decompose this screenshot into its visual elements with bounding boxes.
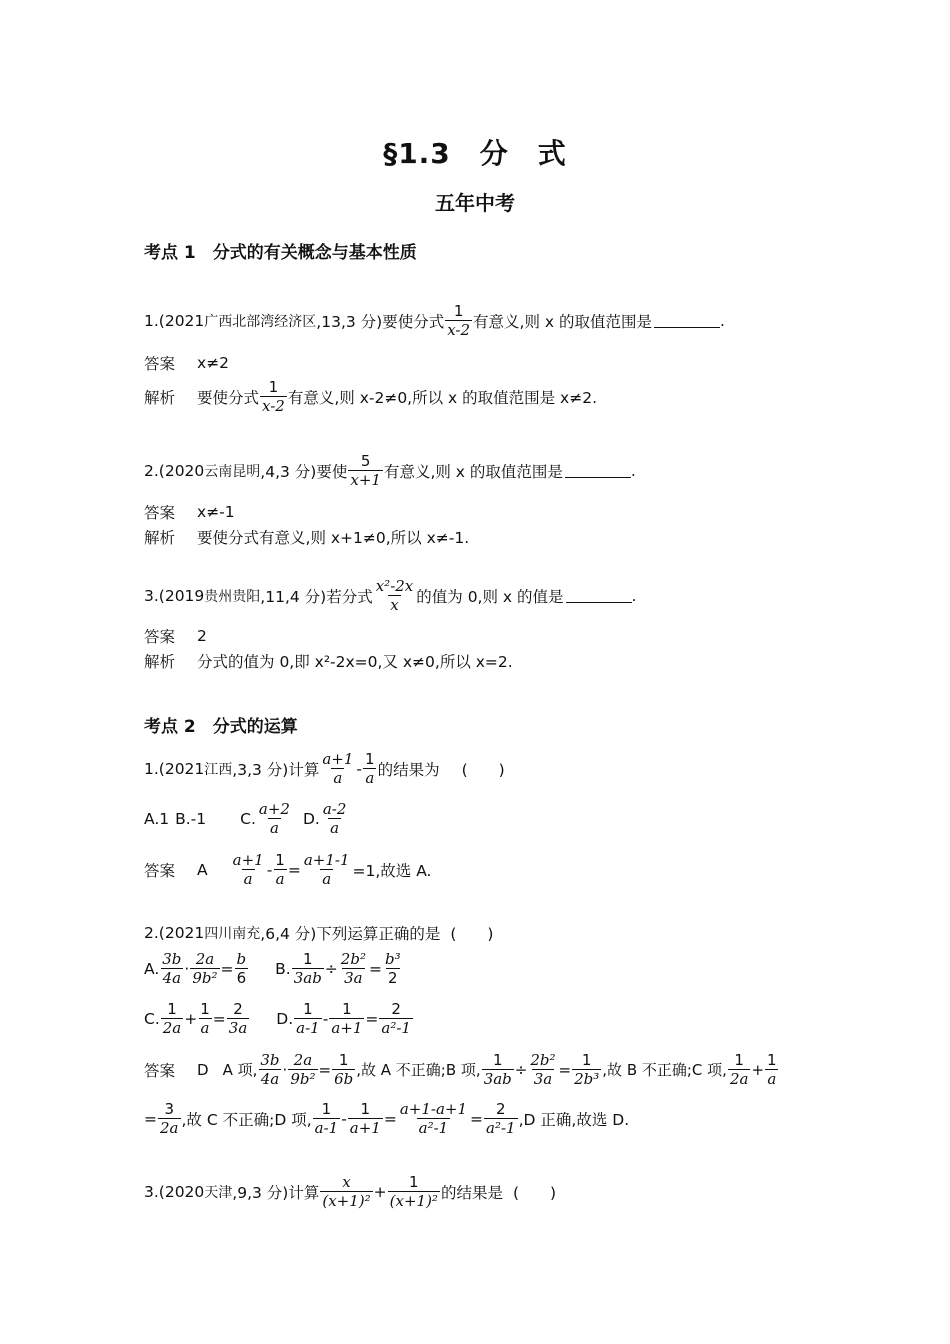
operator: = (212, 1009, 226, 1028)
numerator: 2b² (340, 950, 366, 968)
denominator: a (269, 819, 279, 837)
operator: - (356, 759, 363, 778)
question-2-1 (144, 750, 505, 787)
fraction (765, 1051, 779, 1088)
fraction (383, 950, 403, 987)
question-source: 广西北部湾经济区 (204, 313, 317, 330)
denominator: 9b² (290, 1070, 316, 1088)
fraction (257, 800, 292, 837)
numerator: 1 (200, 1000, 210, 1018)
numerator: 1 (302, 950, 313, 968)
option-b: B. (275, 959, 291, 978)
fraction (374, 577, 416, 614)
question-source: 天津 (204, 1184, 233, 1201)
question-suffix: 有意义,则 x 的取值范围是 (383, 462, 563, 481)
question-suffix: 的结果为 (377, 760, 440, 779)
answer-label: 答案 (144, 355, 176, 373)
numerator: 1 (321, 1100, 332, 1118)
numerator: 1 (409, 1173, 419, 1191)
numerator: 5 (360, 452, 371, 470)
option-c: C. (144, 1009, 160, 1028)
fraction (348, 1100, 383, 1137)
denominator: a (322, 870, 332, 888)
question-prefix: 1.(2021 (144, 759, 205, 778)
numerator: a+1 (322, 750, 354, 768)
option-a: A. (144, 959, 160, 978)
question-prefix: 2.(2021 (144, 924, 205, 942)
denominator: a (365, 769, 375, 787)
page-title: §1.3 分 式 (383, 137, 567, 170)
fraction (329, 1000, 364, 1037)
answer-letter: A (197, 860, 208, 879)
option-b: B.-1 (175, 809, 207, 828)
numerator: b³ (384, 950, 401, 968)
denominator: a+1 (331, 1019, 363, 1037)
page-subtitle: 五年中考 (435, 191, 515, 215)
numerator: 1 (581, 1051, 592, 1069)
answer-text: 2 (197, 627, 207, 645)
operator: = (287, 860, 301, 879)
denominator: 3a (344, 969, 363, 987)
denominator: 4a (162, 969, 182, 987)
fraction (388, 1173, 440, 1210)
analysis-1-2 (144, 526, 469, 548)
operator: = (365, 1009, 379, 1028)
operator: - (341, 1109, 347, 1128)
operator: = (368, 959, 382, 978)
fraction (260, 378, 287, 415)
denominator: 4a (260, 1070, 280, 1088)
answer-1-1 (144, 352, 229, 374)
operator: - (266, 860, 273, 879)
operator: = (558, 1060, 572, 1079)
denominator: x+1 (350, 471, 381, 489)
numerator: 2 (233, 1000, 243, 1018)
question-source: 四川南充 (204, 926, 261, 942)
question-meta: ,11,4 分)若分式 (260, 587, 373, 606)
denominator: a (243, 870, 253, 888)
denominator: 2b³ (574, 1070, 600, 1088)
denominator: a (767, 1070, 777, 1088)
fraction (528, 1051, 557, 1088)
denominator: 9b² (192, 969, 218, 987)
answer-text: ,D 正确,故选 D. (518, 1110, 630, 1129)
denominator: (x+1)² (389, 1192, 438, 1210)
denominator: a (333, 769, 343, 787)
numerator: 1 (492, 1051, 503, 1069)
operator: = (470, 1109, 484, 1128)
answer-label: 答案 (144, 1061, 176, 1080)
question-prefix: 2.(2020 (144, 461, 205, 480)
question-prefix: 3.(2020 (144, 1182, 205, 1201)
denominator: 3ab (293, 969, 322, 987)
fraction (572, 1051, 601, 1088)
denominator: 6b (334, 1070, 354, 1088)
fraction (398, 1100, 469, 1137)
denominator: (x+1)² (322, 1192, 371, 1210)
analysis-text: 要使分式有意义,则 x+1≠0,所以 x≠-1. (197, 529, 470, 547)
option-d: D. (276, 1009, 294, 1028)
fraction (728, 1051, 751, 1088)
analysis-label: 解析 (144, 653, 176, 671)
question-meta: ,6,4 分)下列运算正确的是 (260, 925, 441, 943)
operator: + (373, 1182, 387, 1201)
question-suffix: 的值为 0,则 x 的值是 (416, 587, 564, 606)
answer-2-2-line2 (144, 1100, 629, 1137)
answer-text: =1,故选 A. (352, 861, 432, 880)
analysis-1-1 (144, 378, 597, 415)
option-c: C. (240, 809, 256, 828)
denominator: x-2 (262, 397, 285, 415)
denominator: a-1 (296, 1019, 320, 1037)
answer-blank (566, 588, 632, 603)
denominator: 6 (236, 969, 247, 987)
analysis-label: 解析 (144, 529, 176, 547)
numerator: 1 (767, 1051, 777, 1069)
denominator: a-1 (314, 1119, 339, 1137)
question-end: . (631, 586, 637, 605)
numerator: 1 (365, 750, 375, 768)
question-suffix: 的结果是 (440, 1183, 503, 1202)
operator: = (144, 1109, 157, 1128)
operator: = (383, 1109, 397, 1128)
denominator: a+1 (349, 1119, 381, 1137)
fraction (198, 1000, 212, 1037)
section-heading-2: 考点 2 分式的运算 (144, 717, 298, 737)
fraction (227, 1000, 250, 1037)
fraction (379, 1000, 413, 1037)
fraction (320, 1173, 372, 1210)
question-source: 贵州贵阳 (204, 588, 261, 605)
numerator: 1 (734, 1051, 744, 1069)
answer-blank (565, 463, 631, 478)
denominator: 3a (533, 1070, 553, 1088)
answer-1-2 (144, 501, 235, 523)
numerator: a+1 (232, 851, 264, 869)
operator: = (318, 1060, 332, 1079)
numerator: 1 (275, 851, 285, 869)
option-d: D. (302, 809, 320, 828)
fraction (302, 851, 352, 888)
operator: ÷ (514, 1060, 528, 1079)
answer-paren: ( ) (450, 925, 494, 943)
numerator: 2 (391, 1000, 401, 1018)
analysis-1-3 (144, 650, 513, 672)
answer-paren: ( ) (512, 1183, 557, 1202)
operator: · (184, 959, 190, 978)
question-meta: ,3,3 分)计算 (232, 760, 320, 779)
answer-text: x≠-1 (197, 503, 235, 521)
fraction (445, 302, 472, 339)
answer-text: x≠2 (197, 354, 230, 372)
question-2-2 (144, 922, 493, 944)
fraction (258, 1051, 281, 1088)
fraction (320, 750, 355, 787)
fraction (235, 950, 249, 987)
numerator: 1 (342, 1000, 352, 1018)
numerator: 1 (167, 1000, 177, 1018)
fraction (484, 1100, 518, 1137)
numerator: a-2 (322, 800, 347, 818)
numerator: 3b (260, 1051, 280, 1069)
denominator: 2a (160, 1119, 179, 1137)
answer-text: A 项, (222, 1061, 258, 1079)
numerator: x²-2x (375, 577, 414, 595)
denominator: 2 (388, 969, 398, 987)
analysis-text: 要使分式 (197, 388, 260, 407)
operator: ÷ (324, 959, 338, 978)
numerator: 2b² (530, 1051, 556, 1069)
denominator: a (330, 819, 340, 837)
question-suffix: 有意义,则 x 的取值范围是 (473, 312, 652, 331)
question-meta: ,4,3 分)要使 (260, 462, 348, 481)
fraction (482, 1051, 514, 1088)
numerator: b (236, 950, 247, 968)
answer-2-1 (144, 851, 431, 888)
numerator: x (342, 1173, 351, 1191)
operator: · (282, 1060, 288, 1079)
fraction (321, 800, 349, 837)
numerator: 3b (162, 950, 182, 968)
operator: + (184, 1009, 198, 1028)
fraction (339, 950, 368, 987)
numerator: 1 (453, 302, 464, 320)
denominator: a (275, 870, 285, 888)
fraction (292, 950, 324, 987)
numerator: a+1-a+1 (399, 1100, 468, 1118)
fraction (190, 950, 219, 987)
numerator: 1 (303, 1000, 313, 1018)
question-1-3 (144, 577, 636, 614)
denominator: x (390, 596, 399, 614)
numerator: 2a (293, 1051, 313, 1069)
question-prefix: 1.(2021 (144, 311, 205, 330)
analysis-text: 分式的值为 0,即 x²-2x=0,又 x≠0,所以 x=2. (197, 653, 513, 671)
denominator: a (200, 1019, 210, 1037)
analysis-text: 有意义,则 x-2≠0,所以 x 的取值范围是 x≠2. (287, 388, 598, 407)
answer-1-3 (144, 625, 207, 647)
fraction (313, 1100, 341, 1137)
fraction (363, 750, 377, 787)
question-1-1 (144, 302, 725, 339)
question-source: 江西 (204, 761, 233, 778)
fraction (160, 950, 183, 987)
numerator: 2 (496, 1100, 506, 1118)
option-a: A.1 (144, 809, 170, 828)
question-meta: ,13,3 分)要使分式 (316, 312, 445, 331)
fraction (231, 851, 266, 888)
options-2-2-ab (144, 950, 404, 987)
answer-text: ,故 C 不正确;D 项, (181, 1110, 312, 1129)
numerator: 1 (338, 1051, 349, 1069)
question-end: . (630, 461, 636, 480)
question-prefix: 3.(2019 (144, 586, 205, 605)
answer-label: 答案 (144, 861, 176, 880)
fraction (348, 452, 383, 489)
answer-paren: ( ) (461, 760, 505, 779)
question-2-3 (144, 1173, 556, 1210)
fraction (158, 1100, 181, 1137)
analysis-label: 解析 (144, 388, 176, 407)
denominator: a²-1 (418, 1119, 449, 1137)
operator: = (220, 959, 234, 978)
denominator: a²-1 (486, 1119, 516, 1137)
fraction (288, 1051, 317, 1088)
answer-blank (654, 313, 720, 328)
answer-text: ,故 A 不正确;B 项, (356, 1061, 481, 1079)
denominator: 3ab (483, 1070, 512, 1088)
fraction (294, 1000, 322, 1037)
options-2-2-cd (144, 1000, 414, 1037)
answer-label: 答案 (144, 504, 176, 522)
answer-label: 答案 (144, 628, 176, 646)
question-1-2 (144, 452, 636, 489)
operator: - (322, 1009, 329, 1028)
answer-text: ,故 B 不正确;C 项, (602, 1061, 727, 1079)
operator: + (751, 1060, 765, 1079)
fraction (273, 851, 287, 888)
denominator: 2a (729, 1070, 749, 1088)
numerator: 2a (195, 950, 215, 968)
fraction (332, 1051, 355, 1088)
numerator: 1 (268, 378, 279, 396)
answer-2-2-line1 (144, 1051, 780, 1088)
question-end: . (720, 311, 725, 330)
numerator: 3 (164, 1100, 175, 1118)
question-meta: ,9,3 分)计算 (232, 1183, 320, 1202)
denominator: 3a (228, 1019, 248, 1037)
fraction (161, 1000, 184, 1037)
numerator: 1 (360, 1100, 371, 1118)
denominator: 2a (162, 1019, 182, 1037)
denominator: x-2 (447, 321, 471, 339)
question-source: 云南昆明 (204, 463, 261, 480)
answer-letter: D (197, 1060, 209, 1079)
numerator: a+1-1 (303, 851, 350, 869)
denominator: a²-1 (381, 1019, 411, 1037)
section-heading-1: 考点 1 分式的有关概念与基本性质 (144, 243, 417, 263)
numerator: a+2 (258, 800, 290, 818)
options-2-1 (144, 800, 349, 837)
